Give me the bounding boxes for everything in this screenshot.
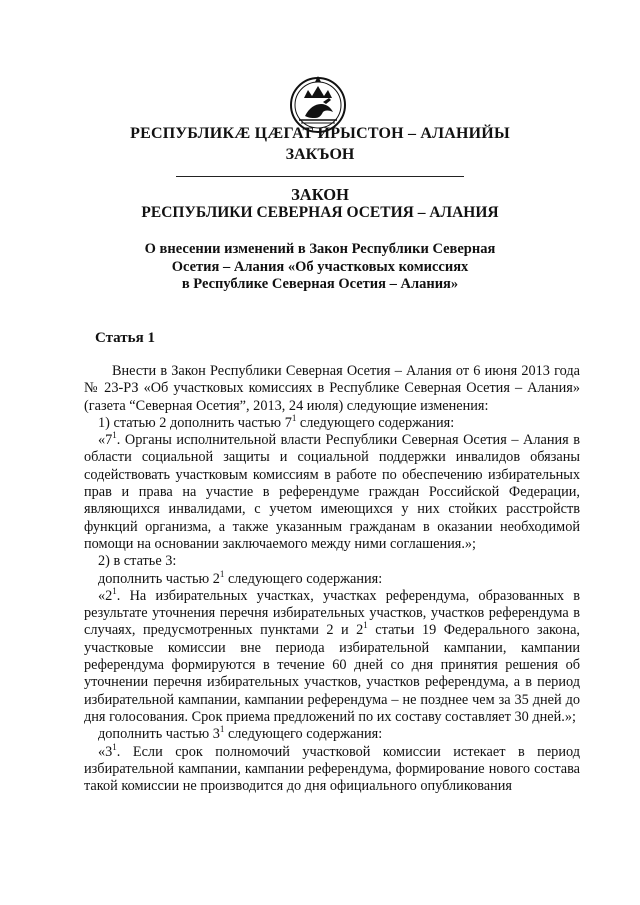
republic-title-russian: РЕСПУБЛИКИ СЕВЕРНАЯ ОСЕТИЯ – АЛАНИЯ xyxy=(141,204,499,221)
article-heading: Статья 1 xyxy=(95,330,155,346)
part-2-1-text-a: . На избирательных участках, участках референдума, образованных в результате уточнения перечня избирательных участков, участков референдума в случаях, предусмотренных пунктами 2 и 2 xyxy=(84,587,580,639)
republic-title-ossetian: РЕСПУБЛИКÆ ЦÆГАТ ИРЫСТОН – АЛАНИЙЫ xyxy=(130,125,510,142)
item-1-paragraph xyxy=(84,415,580,432)
add-part-3-1-paragraph xyxy=(84,726,580,743)
part-2-1-paragraph xyxy=(84,588,580,726)
part-3-1-paragraph xyxy=(84,741,580,796)
part-7-1-text: . Органы исполнительной власти Республики Северная Осетия – Алания в области социальной защиты и социальной поддержки инвалидов обязаны содействовать участковым комиссиям в работе по обеспечению избирательных прав и права на участие в референдуме граждан Российской Федерации, являющихся инвалидами, с учетом имеющихся у них стойких расстройств функций организма, а также указанным гражданам в оказании необходимой помощи на основании заключаемого между ними соглашения.»; xyxy=(84,432,580,552)
add-part-text-end: следующего содержания: xyxy=(224,726,383,743)
add-part-text: дополнить частью 2 xyxy=(98,570,220,587)
item-1-text-end: следующего содержания: xyxy=(296,414,455,431)
superscript: 1 xyxy=(112,586,117,597)
part-number: «7 xyxy=(98,432,113,449)
part-3-1-text: . Если срок полномочий участковой комиссии истекает в период избирательной кампании, кампании референдума, формирование нового состава такой комиссии не производится до дня официального опубликования xyxy=(84,743,580,795)
superscript: 1 xyxy=(112,430,117,441)
superscript: 1 xyxy=(363,620,368,631)
item-1-text: 1) статью 2 дополнить частью 7 xyxy=(98,414,292,431)
article-body xyxy=(84,363,580,795)
superscript: 1 xyxy=(219,568,225,579)
subtitle-line: Осетия – Алания «Об участковых комиссиях xyxy=(171,258,469,275)
law-title-ossetian: ЗАКЪОН xyxy=(285,146,355,163)
add-part-2-1-paragraph xyxy=(84,568,580,588)
superscript: 1 xyxy=(219,724,225,735)
part-2-1-text-b: статьи 19 Федерального закона, участковые комиссии вне периода избирательной кампании, кампании референдума формируются в течение 60 дней со дня принятия решения об уточнении перечня избирательных участков, участков референдума, а в период избирательной кампании, кампании референдума – не позднее чем за 35 дней до дня голосования. Срок приема предложений по их составу составляет 30 дней.»; xyxy=(84,622,580,725)
subtitle-line: О внесении изменений в Закон Республики Северная xyxy=(144,241,496,257)
part-number: «2 xyxy=(98,587,113,604)
header-divider xyxy=(176,176,464,177)
superscript: 1 xyxy=(291,413,297,424)
add-part-text: дополнить частью 3 xyxy=(98,726,220,743)
add-part-text-end: следующего содержания: xyxy=(224,570,383,587)
superscript: 1 xyxy=(112,741,117,752)
part-number: «3 xyxy=(98,743,113,760)
law-subtitle xyxy=(0,241,640,294)
law-title-russian: ЗАКОН xyxy=(291,185,349,204)
subtitle-line: в Республике Северная Осетия – Алания» xyxy=(181,276,459,292)
item-2-paragraph: 2) в статье 3: xyxy=(98,553,177,570)
part-7-1-paragraph xyxy=(84,432,580,553)
article-intro-paragraph: Внести в Закон Республики Северная Осетия – Алания от 6 июня 2013 года № 23-РЗ «Об участковых комиссиях в Республике Северная Осетия – Алания» (газета “Северная Осетия”, 2013, 24 июля) следующие изменения: xyxy=(84,363,580,414)
